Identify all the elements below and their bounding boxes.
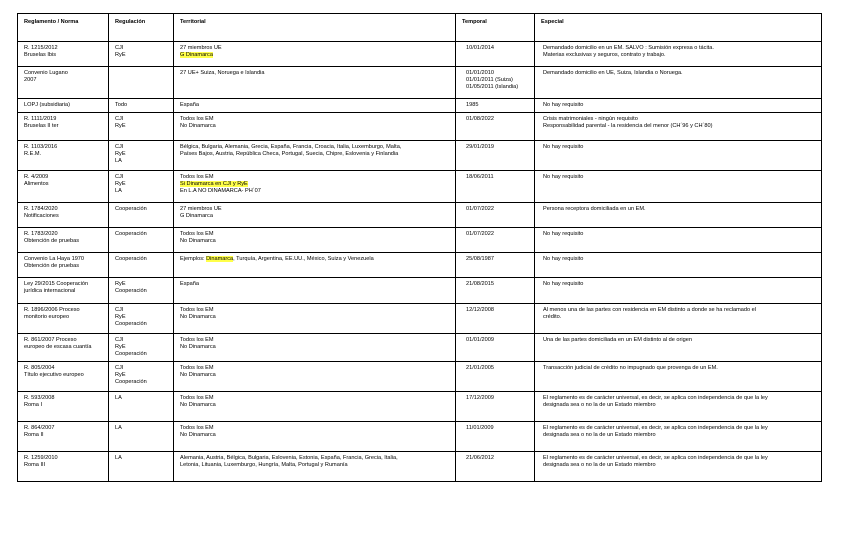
- table-row: [18, 334, 822, 362]
- cell-temporal: [456, 452, 535, 482]
- norma-line: europeo de escasa cuantía: [24, 344, 92, 351]
- temporal-line: 21/01/2005: [466, 365, 494, 371]
- cell-especial: [535, 203, 822, 228]
- territorial-text: Todos los EM: [180, 116, 214, 122]
- norma-line: R. 1896/2006 Proceso: [24, 307, 80, 313]
- especial-line: Transacción judicial de crédito no impugnado que provenga de un EM.: [543, 365, 718, 371]
- cell-temporal: [456, 99, 535, 113]
- territorial-line: [180, 116, 451, 123]
- table-row: [18, 362, 822, 392]
- cell-especial: [535, 171, 822, 203]
- table-row: [18, 171, 822, 203]
- territorial-line: [180, 52, 451, 59]
- cell-territorial: [174, 141, 456, 171]
- territorial-line: [180, 151, 451, 158]
- temporal-line: 01/01/2011 (Suiza): [466, 77, 513, 84]
- cell-territorial: [174, 99, 456, 113]
- cell-territorial: [174, 203, 456, 228]
- norma-line: R. 1111/2019: [24, 116, 57, 122]
- territorial-line: [180, 455, 451, 462]
- cell-temporal: [456, 392, 535, 422]
- regulacion-line: LA: [115, 188, 122, 195]
- cell-norma: [18, 334, 109, 362]
- temporal-line: 21/06/2012: [466, 455, 494, 461]
- regulacion-line: CJI: [115, 116, 124, 122]
- cell-norma: [18, 171, 109, 203]
- territorial-text: No Dinamarca: [180, 238, 216, 245]
- territorial-line: [180, 372, 451, 379]
- territorial-text: Todos los EM: [180, 425, 214, 431]
- norma-line: monitorio europeo: [24, 314, 70, 321]
- especial-line: No hay requisito: [543, 256, 584, 262]
- norma-line: Bruselas II ter: [24, 123, 59, 130]
- norma-line: R. 861/2007 Proceso: [24, 337, 77, 343]
- temporal-line: 01/01/2009: [466, 337, 494, 343]
- cell-especial: [535, 278, 822, 304]
- cell-temporal: [456, 362, 535, 392]
- cell-norma: [18, 452, 109, 482]
- norma-line: R. 1783/2020: [24, 231, 58, 237]
- cell-norma: [18, 422, 109, 452]
- territorial-line: [180, 144, 451, 151]
- cell-norma: [18, 228, 109, 253]
- temporal-line: 11/01/2009: [466, 425, 494, 431]
- cell-regulacion: [109, 141, 174, 171]
- temporal-line: 01/07/2022: [466, 206, 494, 212]
- cell-territorial: [174, 392, 456, 422]
- cell-regulacion: [109, 392, 174, 422]
- territorial-text: Ejemplos:: [180, 256, 207, 262]
- cell-territorial: [174, 67, 456, 99]
- regulacion-line: LA: [115, 455, 122, 461]
- cell-territorial: [174, 228, 456, 253]
- especial-line: Demandado domicilio en un EM. SALVO : Sumisión expresa o tácita.: [543, 45, 714, 51]
- especial-line: No hay requisito: [543, 174, 584, 180]
- table-row: [18, 203, 822, 228]
- regulacion-line: CJI: [115, 174, 124, 180]
- norma-line: Roma II: [24, 432, 44, 439]
- cell-especial: [535, 42, 822, 67]
- territorial-line: [180, 45, 451, 52]
- territorial-text: Todos los EM: [180, 307, 214, 313]
- table-row: [18, 253, 822, 278]
- regulacion-line: Cooperación: [115, 351, 147, 358]
- cell-territorial: [174, 253, 456, 278]
- norma-line: R. 1215/2012: [24, 45, 58, 51]
- table-row: [18, 99, 822, 113]
- territorial-line: [180, 213, 451, 220]
- territorial-line: [180, 337, 451, 344]
- header-territorial: Territorial: [174, 14, 456, 42]
- especial-line: Crisis matrimoniales - ningún requisito: [543, 116, 638, 122]
- cell-norma: [18, 42, 109, 67]
- especial-line: Demandado domicilio en UE, Suiza, Islandia o Noruega.: [543, 70, 683, 76]
- especial-line: Una de las partes domiciliada en un EM distinto al de origen: [543, 337, 692, 343]
- territorial-text: Todos los EM: [180, 337, 214, 343]
- regulacion-line: Cooperación: [115, 206, 147, 212]
- especial-line: crédito.: [543, 314, 562, 321]
- cell-regulacion: [109, 99, 174, 113]
- regulacion-line: RyE: [115, 314, 126, 321]
- regulacion-line: RyE: [115, 151, 126, 158]
- table-row: [18, 304, 822, 334]
- regulacion-line: Cooperación: [115, 231, 147, 237]
- cell-territorial: [174, 278, 456, 304]
- cell-temporal: [456, 171, 535, 203]
- cell-regulacion: [109, 422, 174, 452]
- norma-line: R. 593/2008: [24, 395, 55, 401]
- regulacion-line: RyE: [115, 181, 126, 188]
- norma-line: Convenio Lugano: [24, 70, 68, 76]
- regulacion-line: RyE: [115, 372, 126, 379]
- territorial-text: No Dinamarca: [180, 314, 216, 321]
- territorial-line: [180, 231, 451, 238]
- cell-norma: [18, 392, 109, 422]
- cell-regulacion: [109, 171, 174, 203]
- header-especial: Especial: [535, 14, 822, 42]
- territorial-text: No Dinamarca: [180, 123, 216, 130]
- territorial-text: Letonia, Lituania, Luxemburgo, Hungría, Malta, Portugal y Rumanía: [180, 462, 348, 469]
- norma-line: R. 1784/2020: [24, 206, 58, 212]
- regulacion-line: RyE: [115, 123, 126, 130]
- cell-territorial: [174, 171, 456, 203]
- regulacion-line: CJI: [115, 307, 124, 313]
- highlighted-text: Si Dinamarca en CJI y RyE: [180, 181, 248, 188]
- header-norma: [18, 14, 109, 42]
- territorial-line: [180, 462, 451, 469]
- territorial-text: Países Bajos, Austria, República Checa, Portugal, Suecia, Chipre, Eslovenia y Finlandia: [180, 151, 399, 158]
- cell-especial: [535, 422, 822, 452]
- table-row: [18, 113, 822, 141]
- territorial-text: No Dinamarca: [180, 344, 216, 351]
- cell-regulacion: [109, 203, 174, 228]
- territorial-text: No Dinamarca: [180, 372, 216, 379]
- territorial-line: [180, 281, 451, 288]
- cell-temporal: [456, 253, 535, 278]
- norma-line: R. 805/2004: [24, 365, 55, 371]
- regulacion-line: Cooperación: [115, 288, 147, 295]
- cell-territorial: [174, 113, 456, 141]
- norma-line: Obtención de pruebas: [24, 238, 80, 245]
- territorial-line: [180, 206, 451, 213]
- norma-line: R. 4/2009: [24, 174, 49, 180]
- territorial-text: G Dinamarca: [180, 213, 213, 220]
- cell-regulacion: [109, 304, 174, 334]
- temporal-line: 10/01/2014: [466, 45, 494, 51]
- cell-temporal: [456, 67, 535, 99]
- temporal-line: 25/08/1987: [466, 256, 494, 262]
- territorial-text: Todos los EM: [180, 395, 214, 401]
- territorial-line: [180, 432, 451, 439]
- territorial-text: No Dinamarca: [180, 402, 216, 409]
- norma-line: Roma I: [24, 402, 43, 409]
- cell-especial: [535, 362, 822, 392]
- norma-line: R.E.M.: [24, 151, 42, 158]
- cell-territorial: [174, 452, 456, 482]
- temporal-line: 17/12/2009: [466, 395, 494, 401]
- cell-norma: [18, 362, 109, 392]
- territorial-text: Todos los EM: [180, 231, 214, 237]
- regulacion-line: Cooperación: [115, 256, 147, 262]
- temporal-line: 01/05/2011 (Islandia): [466, 84, 519, 91]
- cell-regulacion: [109, 42, 174, 67]
- temporal-line: 1985: [466, 102, 479, 108]
- regulacion-line: LA: [115, 425, 122, 431]
- table-row: [18, 141, 822, 171]
- norma-line: Convenio La Haya 1970: [24, 256, 85, 262]
- cell-temporal: [456, 422, 535, 452]
- cell-temporal: [456, 278, 535, 304]
- cell-norma: [18, 99, 109, 113]
- norma-line: LOPJ (subsidiaria): [24, 102, 71, 108]
- cell-territorial: [174, 42, 456, 67]
- territorial-line: [180, 395, 451, 402]
- especial-line: Al menos una de las partes con residencia en EM distinto a donde se ha reclamado el: [543, 307, 756, 313]
- especial-line: designada sea o no la de un Estado miembro: [543, 432, 656, 439]
- especial-line: No hay requisito: [543, 281, 584, 287]
- territorial-line: [180, 70, 451, 77]
- regulacion-line: LA: [115, 158, 122, 165]
- cell-norma: [18, 141, 109, 171]
- territorial-text: Bélgica, Bulgaria, Alemania, Grecia, España, Francia, Croacia, Italia, Luxemburgo, Malta,: [180, 144, 402, 150]
- cell-territorial: [174, 304, 456, 334]
- territorial-text: 27 miembros UE: [180, 206, 222, 212]
- cell-regulacion: [109, 67, 174, 99]
- cell-regulacion: [109, 113, 174, 141]
- cell-territorial: [174, 422, 456, 452]
- cell-regulacion: [109, 228, 174, 253]
- territorial-line: [180, 344, 451, 351]
- cell-especial: [535, 67, 822, 99]
- norma-line: Ley 29/2015 Cooperación: [24, 281, 89, 287]
- cell-norma: [18, 113, 109, 141]
- regulacion-line: RyE: [115, 344, 126, 351]
- cell-temporal: [456, 141, 535, 171]
- temporal-line: 01/01/2010: [466, 70, 494, 76]
- territorial-line: [180, 402, 451, 409]
- regulacion-line: LA: [115, 395, 122, 401]
- highlighted-text: Dinamarca: [206, 256, 234, 262]
- especial-line: El reglamento es de carácter universal, es decir, se aplica con independencia de que la ley: [543, 455, 768, 461]
- table-row: [18, 42, 822, 67]
- norma-line: Alimentos: [24, 181, 49, 188]
- table-row: [18, 67, 822, 99]
- temporal-line: 29/01/2019: [466, 144, 494, 150]
- cell-temporal: [456, 113, 535, 141]
- norma-line: R. 1259/2010: [24, 455, 58, 461]
- temporal-line: 01/08/2022: [466, 116, 494, 122]
- norma-line: R. 1103/2016: [24, 144, 58, 150]
- especial-line: El reglamento es de carácter universal, es decir, se aplica con independencia de que la ley: [543, 395, 768, 401]
- cell-especial: [535, 253, 822, 278]
- cell-norma: [18, 253, 109, 278]
- territorial-line: [180, 425, 451, 432]
- territorial-text: Todos los EM: [180, 365, 214, 371]
- territorial-text: 27 UE+ Suiza, Noruega e Islandia: [180, 70, 265, 76]
- territorial-line: [180, 188, 451, 195]
- header-temporal: Temporal: [456, 14, 535, 42]
- norma-line: 2007: [24, 77, 37, 84]
- territorial-text: España: [180, 102, 199, 108]
- highlighted-text: G Dinamarca: [180, 52, 213, 59]
- cell-temporal: [456, 304, 535, 334]
- regulacion-line: Cooperación: [115, 379, 147, 386]
- especial-line: El reglamento es de carácter universal, es decir, se aplica con independencia de que la ley: [543, 425, 768, 431]
- territorial-line: [180, 174, 451, 181]
- header-row: [18, 14, 822, 42]
- territorial-line: [180, 365, 451, 372]
- territorial-line: [180, 102, 451, 109]
- cell-norma: [18, 278, 109, 304]
- territorial-text: Alemania, Austria, Bélgica, Bulgaria, Eslovenia, Estonia, España, Francia, Grecia, Italia,: [180, 455, 398, 461]
- especial-line: No hay requisito: [543, 144, 584, 150]
- table-row: [18, 228, 822, 253]
- especial-line: Materias exclusivas y seguros, contrato y trabajo.: [543, 52, 666, 59]
- territorial-line: [180, 256, 451, 263]
- cell-especial: [535, 113, 822, 141]
- especial-line: Responsabilidad parental - la residencia del menor (CH´96 y CH´80): [543, 123, 713, 130]
- territorial-line: [180, 181, 451, 188]
- cell-norma: [18, 67, 109, 99]
- cell-especial: [535, 452, 822, 482]
- norma-line: Obtención de pruebas: [24, 263, 80, 270]
- cell-temporal: [456, 228, 535, 253]
- territorial-text: Todos los EM: [180, 174, 214, 180]
- especial-line: designada sea o no la de un Estado miembro: [543, 462, 656, 469]
- cell-temporal: [456, 42, 535, 67]
- header-regulacion: Regulación: [109, 14, 174, 42]
- territorial-line: [180, 314, 451, 321]
- cell-regulacion: [109, 452, 174, 482]
- territorial-text: , Turquía, Argentina, EE.UU., México, Suiza y Venezuela: [233, 256, 374, 262]
- table-row: [18, 422, 822, 452]
- table-row: [18, 392, 822, 422]
- temporal-line: 21/08/2015: [466, 281, 494, 287]
- norma-line: R. 864/2007: [24, 425, 55, 431]
- cell-especial: [535, 228, 822, 253]
- temporal-line: 12/12/2008: [466, 307, 494, 313]
- regulacion-line: CJI: [115, 45, 124, 51]
- territorial-line: [180, 238, 451, 245]
- regulacion-line: CJI: [115, 144, 124, 150]
- especial-line: No hay requisito: [543, 102, 584, 108]
- cell-temporal: [456, 203, 535, 228]
- territorial-line: [180, 307, 451, 314]
- cell-norma: [18, 203, 109, 228]
- temporal-line: 01/07/2022: [466, 231, 494, 237]
- regulations-table: [17, 13, 822, 482]
- norma-line: Bruselas Ibis: [24, 52, 57, 59]
- cell-regulacion: [109, 278, 174, 304]
- norma-line: Título ejecutivo europeo: [24, 372, 84, 379]
- territorial-text: No Dinamarca: [180, 432, 216, 439]
- cell-regulacion: [109, 253, 174, 278]
- territorial-line: [180, 123, 451, 130]
- cell-especial: [535, 304, 822, 334]
- regulacion-line: CJI: [115, 337, 124, 343]
- cell-especial: [535, 141, 822, 171]
- especial-line: Persona receptora domiciliada en un EM.: [543, 206, 646, 212]
- cell-norma: [18, 304, 109, 334]
- territorial-text: España: [180, 281, 199, 287]
- cell-especial: [535, 334, 822, 362]
- cell-temporal: [456, 334, 535, 362]
- cell-regulacion: [109, 362, 174, 392]
- cell-especial: [535, 99, 822, 113]
- regulacion-line: Cooperación: [115, 321, 147, 328]
- cell-territorial: [174, 362, 456, 392]
- cell-especial: [535, 392, 822, 422]
- table-row: [18, 278, 822, 304]
- regulacion-line: Todo: [115, 102, 128, 108]
- regulacion-line: RyE: [115, 281, 126, 287]
- territorial-text: 27 miembros UE: [180, 45, 222, 51]
- especial-line: designada sea o no la de un Estado miembro: [543, 402, 656, 409]
- norma-line: Roma III: [24, 462, 46, 469]
- regulacion-line: CJI: [115, 365, 124, 371]
- cell-regulacion: [109, 334, 174, 362]
- temporal-line: 18/06/2011: [466, 174, 494, 180]
- especial-line: No hay requisito: [543, 231, 584, 237]
- regulacion-line: RyE: [115, 52, 126, 59]
- header-norma-label: Reglamento / Norma: [24, 19, 79, 25]
- cell-territorial: [174, 334, 456, 362]
- table-row: [18, 452, 822, 482]
- norma-line: jurídica internacional: [24, 288, 76, 295]
- norma-line: Notificaciones: [24, 213, 59, 220]
- territorial-text: En L.A NO DINAMARCA- PH´07: [180, 188, 261, 195]
